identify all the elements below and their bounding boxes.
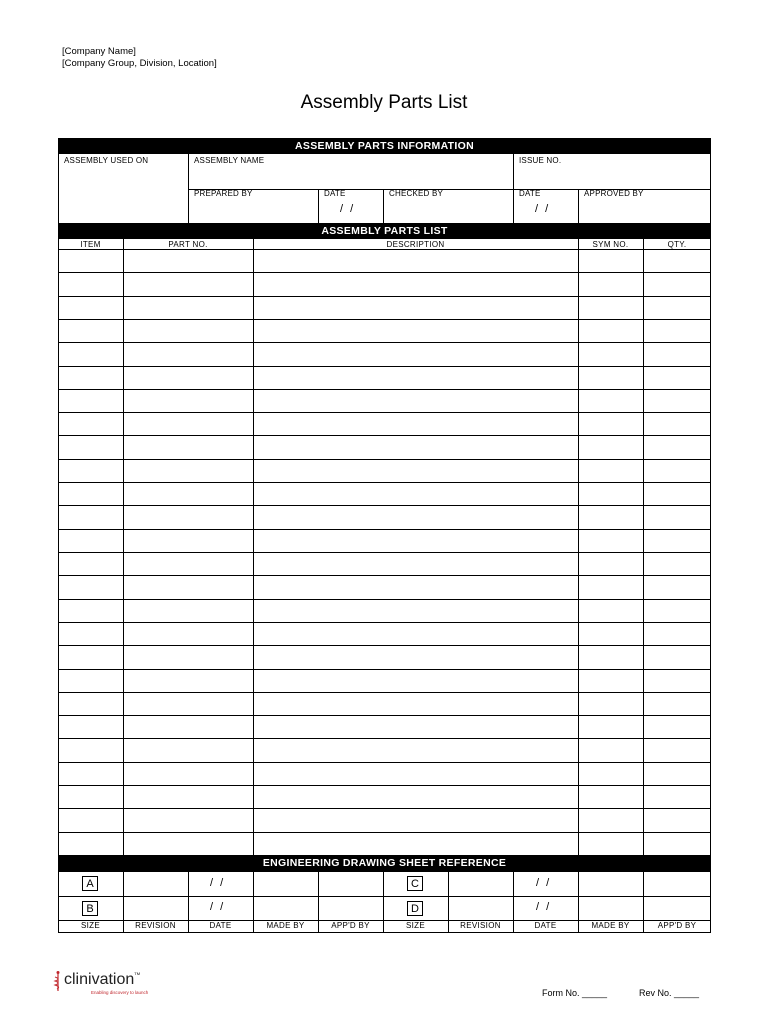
parts-item-cell[interactable]	[59, 646, 123, 669]
parts-sym-no-cell[interactable]	[579, 693, 643, 715]
drawing-label-size: SIZE	[81, 921, 100, 930]
parts-qty-cell[interactable]	[644, 460, 711, 482]
parts-item-cell[interactable]	[59, 460, 123, 482]
parts-item-cell[interactable]	[59, 483, 123, 505]
parts-item-cell[interactable]	[59, 763, 123, 785]
approved-by-field[interactable]	[579, 199, 710, 222]
parts-description-cell[interactable]	[254, 786, 578, 808]
parts-part-no-cell[interactable]	[124, 553, 253, 575]
drawing-label-revision: REVISION	[460, 921, 501, 930]
parts-sym-no-cell[interactable]	[579, 413, 643, 435]
parts-qty-cell[interactable]	[644, 576, 711, 599]
parts-qty-cell[interactable]	[644, 693, 711, 715]
column-header-item: ITEM	[80, 240, 101, 249]
parts-sym-no-cell[interactable]	[579, 530, 643, 552]
info-section-bar: ASSEMBLY PARTS INFORMATION	[58, 138, 711, 154]
drawing-label-appd-by: APP'D BY	[331, 921, 370, 930]
parts-sym-no-cell[interactable]	[579, 786, 643, 808]
size-box-b: B	[82, 901, 98, 916]
parts-sym-no-cell[interactable]	[579, 716, 643, 738]
parts-sym-no-cell[interactable]	[579, 390, 643, 412]
parts-item-cell[interactable]	[59, 297, 123, 319]
parts-part-no-cell[interactable]	[124, 390, 253, 412]
parts-part-no-cell[interactable]	[124, 320, 253, 342]
parts-part-no-cell[interactable]	[124, 367, 253, 389]
company-group: [Company Group, Division, Location]	[62, 58, 217, 69]
parts-description-cell[interactable]	[254, 530, 578, 552]
parts-item-cell[interactable]	[59, 809, 123, 832]
parts-qty-cell[interactable]	[644, 273, 711, 296]
parts-sym-no-cell[interactable]	[579, 273, 643, 296]
parts-part-no-cell[interactable]	[124, 693, 253, 715]
parts-item-cell[interactable]	[59, 600, 123, 622]
form-number: Form No. _____	[542, 988, 608, 998]
checked-by-label: CHECKED BY	[389, 189, 444, 198]
parts-qty-cell[interactable]	[644, 343, 711, 366]
parts-description-cell[interactable]	[254, 623, 578, 645]
parts-qty-cell[interactable]	[644, 553, 711, 575]
drawing-reference-bar: ENGINEERING DRAWING SHEET REFERENCE	[58, 855, 711, 872]
parts-sym-no-cell[interactable]	[579, 367, 643, 389]
assembly-used-on-label: ASSEMBLY USED ON	[64, 156, 149, 165]
drawing-date-c[interactable]: / /	[536, 877, 552, 889]
parts-sym-no-cell[interactable]	[579, 809, 643, 832]
parts-sym-no-cell[interactable]	[579, 600, 643, 622]
size-box-d: D	[407, 901, 423, 916]
parts-description-cell[interactable]	[254, 297, 578, 319]
assembly-name-field[interactable]	[189, 166, 512, 188]
parts-list-bar: ASSEMBLY PARTS LIST	[58, 223, 711, 239]
prepared-by-field[interactable]	[189, 199, 317, 222]
parts-part-no-cell[interactable]	[124, 460, 253, 482]
parts-qty-cell[interactable]	[644, 413, 711, 435]
logo-tm: TM	[134, 971, 141, 976]
parts-item-cell[interactable]	[59, 576, 123, 599]
parts-part-no-cell[interactable]	[124, 786, 253, 808]
parts-qty-cell[interactable]	[644, 436, 711, 459]
parts-qty-cell[interactable]	[644, 763, 711, 785]
parts-sym-no-cell[interactable]	[579, 553, 643, 575]
drawing-date-d[interactable]: / /	[536, 901, 552, 913]
parts-description-cell[interactable]	[254, 413, 578, 435]
parts-sym-no-cell[interactable]	[579, 343, 643, 366]
parts-qty-cell[interactable]	[644, 506, 711, 529]
assembly-name-label: ASSEMBLY NAME	[194, 156, 265, 165]
date-label: DATE	[324, 189, 346, 198]
parts-description-cell[interactable]	[254, 833, 578, 855]
info-divider	[318, 189, 319, 223]
company-name: [Company Name]	[62, 46, 136, 57]
parts-description-cell[interactable]	[254, 506, 578, 529]
parts-qty-cell[interactable]	[644, 483, 711, 505]
parts-item-cell[interactable]	[59, 530, 123, 552]
parts-part-no-cell[interactable]	[124, 297, 253, 319]
parts-part-no-cell[interactable]	[124, 809, 253, 832]
parts-item-cell[interactable]	[59, 413, 123, 435]
parts-form	[58, 138, 711, 933]
parts-item-cell[interactable]	[59, 716, 123, 738]
parts-sym-no-cell[interactable]	[579, 320, 643, 342]
parts-qty-cell[interactable]	[644, 786, 711, 808]
parts-description-cell[interactable]	[254, 273, 578, 296]
drawing-label-date: DATE	[209, 921, 232, 930]
parts-part-no-cell[interactable]	[124, 763, 253, 785]
parts-description-cell[interactable]	[254, 483, 578, 505]
parts-qty-cell[interactable]	[644, 809, 711, 832]
parts-sym-no-cell[interactable]	[579, 739, 643, 762]
parts-description-cell[interactable]	[254, 390, 578, 412]
parts-item-cell[interactable]	[59, 273, 123, 296]
parts-sym-no-cell[interactable]	[579, 460, 643, 482]
parts-description-cell[interactable]	[254, 343, 578, 366]
drawing-label-revision: REVISION	[135, 921, 176, 930]
drawing-date-b[interactable]: / /	[210, 901, 226, 913]
parts-part-no-cell[interactable]	[124, 413, 253, 435]
drawing-label-appd-by: APP'D BY	[657, 921, 697, 930]
parts-item-cell[interactable]	[59, 553, 123, 575]
column-header-description: DESCRIPTION	[386, 240, 445, 249]
parts-item-cell[interactable]	[59, 320, 123, 342]
parts-description-cell[interactable]	[254, 576, 578, 599]
parts-qty-cell[interactable]	[644, 739, 711, 762]
parts-part-no-cell[interactable]	[124, 670, 253, 692]
parts-qty-cell[interactable]	[644, 646, 711, 669]
parts-description-cell[interactable]	[254, 670, 578, 692]
parts-item-cell[interactable]	[59, 367, 123, 389]
page-title: Assembly Parts List	[300, 92, 468, 113]
parts-part-no-cell[interactable]	[124, 646, 253, 669]
checked-date-field[interactable]: / /	[535, 203, 551, 215]
logo-text: clinivation	[64, 971, 135, 988]
parts-part-no-cell[interactable]	[124, 483, 253, 505]
parts-sym-no-cell[interactable]	[579, 483, 643, 505]
parts-qty-cell[interactable]	[644, 670, 711, 692]
parts-part-no-cell[interactable]	[124, 576, 253, 599]
parts-part-no-cell[interactable]	[124, 530, 253, 552]
parts-description-cell[interactable]	[254, 553, 578, 575]
drawing-date-a[interactable]: / /	[210, 877, 226, 889]
parts-description-cell[interactable]	[254, 646, 578, 669]
drawing-row-divider	[58, 896, 711, 897]
parts-item-cell[interactable]	[59, 343, 123, 366]
parts-sym-no-cell[interactable]	[579, 506, 643, 529]
approved-by-label: APPROVED BY	[584, 189, 644, 198]
parts-description-cell[interactable]	[254, 367, 578, 389]
parts-sym-no-cell[interactable]	[579, 763, 643, 785]
parts-sym-no-cell[interactable]	[579, 646, 643, 669]
parts-qty-cell[interactable]	[644, 250, 711, 272]
company-header	[62, 46, 217, 70]
parts-item-cell[interactable]	[59, 436, 123, 459]
parts-sym-no-cell[interactable]	[579, 576, 643, 599]
parts-item-cell[interactable]	[59, 786, 123, 808]
parts-qty-cell[interactable]	[644, 833, 711, 855]
column-header-sym-no: SYM NO.	[592, 240, 629, 249]
parts-description-cell[interactable]	[254, 600, 578, 622]
parts-part-no-cell[interactable]	[124, 506, 253, 529]
parts-qty-cell[interactable]	[644, 297, 711, 319]
parts-item-cell[interactable]	[59, 506, 123, 529]
issue-no-field[interactable]	[514, 166, 710, 188]
parts-qty-cell[interactable]	[644, 390, 711, 412]
parts-description-cell[interactable]	[254, 809, 578, 832]
parts-part-no-cell[interactable]	[124, 343, 253, 366]
prepared-date-field[interactable]: / /	[340, 203, 356, 215]
parts-item-cell[interactable]	[59, 623, 123, 645]
parts-part-no-cell[interactable]	[124, 436, 253, 459]
parts-item-cell[interactable]	[59, 250, 123, 272]
parts-description-cell[interactable]	[254, 693, 578, 715]
size-box-c: C	[407, 876, 423, 891]
parts-part-no-cell[interactable]	[124, 273, 253, 296]
drawing-label-size: SIZE	[406, 921, 425, 930]
drawing-label-made-by: MADE BY	[266, 921, 305, 930]
parts-sym-no-cell[interactable]	[579, 670, 643, 692]
parts-part-no-cell[interactable]	[124, 716, 253, 738]
parts-description-cell[interactable]	[254, 250, 578, 272]
parts-description-cell[interactable]	[254, 320, 578, 342]
parts-part-no-cell[interactable]	[124, 250, 253, 272]
parts-qty-cell[interactable]	[644, 600, 711, 622]
parts-sym-no-cell[interactable]	[579, 833, 643, 855]
parts-part-no-cell[interactable]	[124, 739, 253, 762]
parts-item-cell[interactable]	[59, 670, 123, 692]
caduceus-icon	[53, 970, 63, 992]
parts-sym-no-cell[interactable]	[579, 623, 643, 645]
parts-qty-cell[interactable]	[644, 623, 711, 645]
parts-item-cell[interactable]	[59, 833, 123, 855]
parts-item-cell[interactable]	[59, 693, 123, 715]
parts-description-cell[interactable]	[254, 739, 578, 762]
parts-description-cell[interactable]	[254, 763, 578, 785]
issue-no-label: ISSUE NO.	[519, 156, 562, 165]
parts-item-cell[interactable]	[59, 390, 123, 412]
parts-item-cell[interactable]	[59, 739, 123, 762]
assembly-used-on-field[interactable]	[59, 166, 187, 222]
date-label: DATE	[519, 189, 541, 198]
parts-qty-cell[interactable]	[644, 320, 711, 342]
parts-sym-no-cell[interactable]	[579, 297, 643, 319]
column-header-qty: QTY.	[667, 240, 687, 249]
drawing-label-made-by: MADE BY	[591, 921, 630, 930]
parts-qty-cell[interactable]	[644, 367, 711, 389]
parts-sym-no-cell[interactable]	[579, 436, 643, 459]
parts-sym-no-cell[interactable]	[579, 250, 643, 272]
parts-description-cell[interactable]	[254, 716, 578, 738]
parts-part-no-cell[interactable]	[124, 623, 253, 645]
parts-description-cell[interactable]	[254, 436, 578, 459]
drawing-label-date: DATE	[534, 921, 557, 930]
parts-part-no-cell[interactable]	[124, 833, 253, 855]
parts-description-cell[interactable]	[254, 460, 578, 482]
parts-qty-cell[interactable]	[644, 530, 711, 552]
revision-number: Rev No. _____	[639, 988, 700, 998]
size-box-a: A	[82, 876, 98, 891]
column-header-part-no: PART NO.	[168, 240, 208, 249]
parts-qty-cell[interactable]	[644, 716, 711, 738]
checked-by-field[interactable]	[384, 199, 512, 222]
logo-tagline: Enabling discovery to launch	[91, 990, 149, 995]
prepared-by-label: PREPARED BY	[194, 189, 253, 198]
parts-part-no-cell[interactable]	[124, 600, 253, 622]
